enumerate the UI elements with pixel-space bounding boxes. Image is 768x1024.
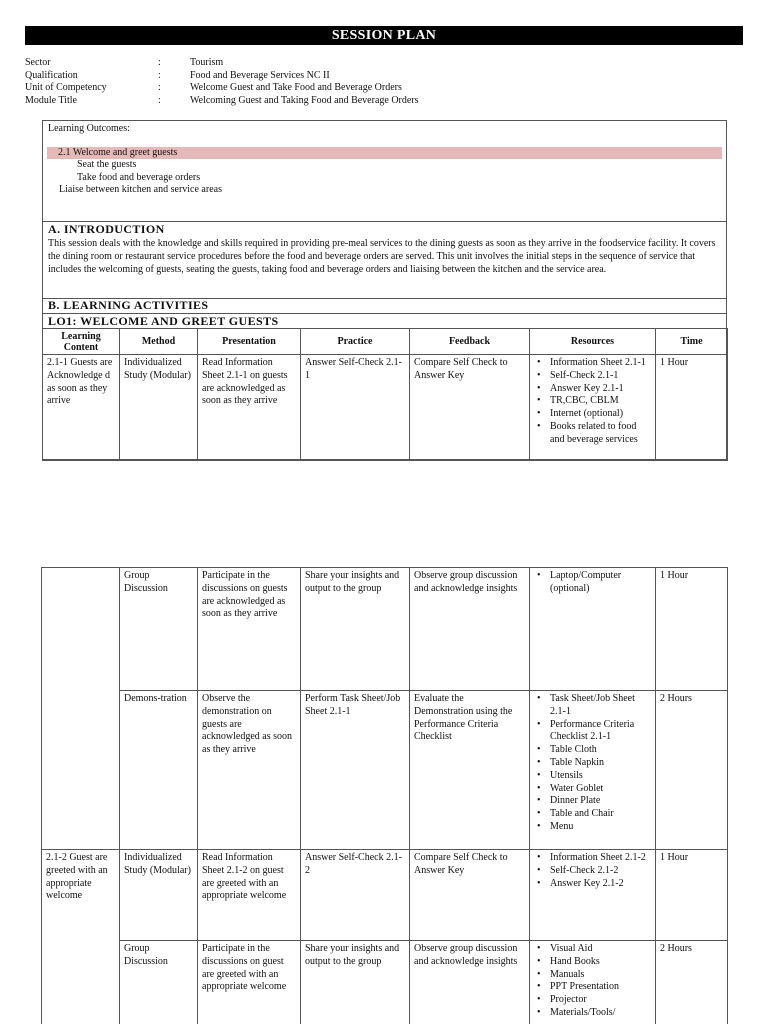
- meta-row-module: [25, 95, 743, 108]
- resource-item: • Table Cloth: [534, 744, 651, 757]
- resource-item: • Dinner Plate: [534, 795, 651, 808]
- meta-value: Tourism: [190, 57, 224, 68]
- resource-item: • Materials/Tools/: [534, 1007, 651, 1020]
- practice-cell: Share your insights and output to the group: [301, 568, 410, 691]
- time-cell: 1 Hour: [656, 355, 728, 461]
- resource-item: • Answer Key 2.1-1: [534, 383, 651, 396]
- resource-item: • Answer Key 2.1-2: [534, 878, 651, 891]
- resources-list: [534, 570, 651, 596]
- presentation-cell: Read Information Sheet 2.1-2 on guest are greeted with an appropriate welcome: [198, 850, 301, 941]
- outcome-item: Take food and beverage orders: [77, 172, 201, 183]
- resource-item: • Utensils: [534, 770, 651, 783]
- resources-list: [534, 852, 651, 890]
- resource-item: • Manuals: [534, 969, 651, 982]
- column-header: Feedback: [410, 329, 530, 355]
- learning-content-cell: 2.1-1 Guests are Acknowledge d as soon as they arrive: [43, 355, 120, 461]
- resource-item: • TR,CBC, CBLM: [534, 395, 651, 408]
- learning-content-cell: [42, 568, 120, 850]
- presentation-cell: Participate in the discussions on guest are greeted with an appropriate welcome: [198, 941, 301, 1024]
- method-cell: Individualized Study (Modular): [120, 355, 198, 461]
- method-cell: Group Discussion: [120, 568, 198, 691]
- learning-outcomes-label: Learning Outcomes:: [48, 123, 130, 134]
- table-header-row: [43, 329, 728, 355]
- learning-outcomes-box: [42, 120, 727, 460]
- resource-item: • Self-Check 2.1-1: [534, 370, 651, 383]
- time-cell: 1 Hour: [656, 850, 728, 941]
- resources-list: [534, 943, 651, 1020]
- resource-item: • Performance Criteria Checklist 2.1-1: [534, 719, 651, 745]
- column-header: Time: [656, 329, 728, 355]
- resource-item: • Visual Aid: [534, 943, 651, 956]
- introduction-heading: A. INTRODUCTION: [48, 222, 165, 236]
- outcome-item: 2.1 Welcome and greet guests: [58, 147, 178, 158]
- time-cell: 2 Hours: [656, 941, 728, 1024]
- column-header: Practice: [301, 329, 410, 355]
- meta-label: Qualification: [25, 69, 78, 81]
- learning-content-cell: 2.1-2 Guest are greeted with an appropriate welcome: [42, 850, 120, 1024]
- resource-item: • Hand Books: [534, 956, 651, 969]
- resource-item: • PPT Presentation: [534, 981, 651, 994]
- resource-item: • Menu: [534, 821, 651, 834]
- feedback-cell: Observe group discussion and acknowledge insights: [410, 568, 530, 691]
- introduction-text: This session deals with the knowledge and skills required in providing pre-meal services to the dining guests as soon as they arrive in the foodservice facility. It covers the dining room or restaurant service procedures before the food and beverage orders are served. This unit involves the initial steps in the sequence of service that includes the welcoming of guests, seating the guests, taking food and beverage orders and liaising between the kitchen and the service area.: [48, 238, 716, 275]
- column-header: Method: [120, 329, 198, 355]
- activities-table: [42, 328, 728, 461]
- meta-row-unit: [25, 82, 743, 95]
- practice-cell: Perform Task Sheet/Job Sheet 2.1-1: [301, 691, 410, 850]
- column-header: Presentation: [198, 329, 301, 355]
- table-row: [42, 568, 728, 691]
- feedback-cell: Observe group discussion and acknowledge insights: [410, 941, 530, 1024]
- lo1-heading: LO1: WELCOME AND GREET GUESTS: [48, 314, 279, 328]
- meta-colon: :: [158, 94, 161, 106]
- meta-row-sector: [25, 57, 743, 70]
- table-row: [42, 850, 728, 941]
- resource-item: • Internet (optional): [534, 408, 651, 421]
- resources-cell: [530, 568, 656, 691]
- page-title: SESSION PLAN: [25, 26, 743, 45]
- meta-colon: :: [158, 69, 161, 81]
- column-header: Resources: [530, 329, 656, 355]
- practice-cell: Answer Self-Check 2.1-1: [301, 355, 410, 461]
- resources-cell: [530, 941, 656, 1024]
- resources-cell: [530, 355, 656, 461]
- meta-label: Unit of Competency: [25, 82, 107, 93]
- presentation-cell: Read Information Sheet 2.1-1 on guests are acknowledged as soon as they arrive: [198, 355, 301, 461]
- resource-item: • Table Napkin: [534, 757, 651, 770]
- meta-value: Food and Beverage Services NC II: [190, 69, 330, 81]
- meta-value: Welcome Guest and Take Food and Beverage Orders: [190, 82, 402, 93]
- outcome-item: Liaise between kitchen and service areas: [59, 184, 222, 195]
- presentation-cell: Observe the demonstration on guests are acknowledged as soon as they arrive: [198, 691, 301, 850]
- column-header: Learning Content: [43, 329, 120, 355]
- resource-item: • Self-Check 2.1-2: [534, 865, 651, 878]
- meta-label: Sector: [25, 57, 51, 68]
- meta-label: Module Title: [25, 94, 77, 106]
- table-row: [42, 691, 728, 850]
- resources-cell: [530, 691, 656, 850]
- time-cell: 2 Hours: [656, 691, 728, 850]
- resource-item: • Water Goblet: [534, 783, 651, 796]
- time-cell: 1 Hour: [656, 568, 728, 691]
- feedback-cell: Compare Self Check to Answer Key: [410, 355, 530, 461]
- practice-cell: Share your insights and output to the group: [301, 941, 410, 1024]
- meta-value: Welcoming Guest and Taking Food and Beverage Orders: [190, 94, 419, 106]
- method-cell: Group Discussion: [120, 941, 198, 1024]
- resource-item: • Task Sheet/Job Sheet 2.1-1: [534, 693, 651, 719]
- activities-heading: B. LEARNING ACTIVITIES: [48, 298, 209, 312]
- table-row: [43, 355, 728, 461]
- session-meta: [25, 57, 743, 107]
- resources-list: [534, 357, 651, 447]
- method-cell: Individualized Study (Modular): [120, 850, 198, 941]
- presentation-cell: Participate in the discussions on guests are acknowledged as soon as they arrive: [198, 568, 301, 691]
- resource-item: • Information Sheet 2.1-1: [534, 357, 651, 370]
- resources-cell: [530, 850, 656, 941]
- resource-item: • Laptop/Computer (optional): [534, 570, 651, 596]
- resource-item: • Information Sheet 2.1-2: [534, 852, 651, 865]
- feedback-cell: Compare Self Check to Answer Key: [410, 850, 530, 941]
- meta-row-qualification: [25, 70, 743, 83]
- method-cell: Demons-tration: [120, 691, 198, 850]
- resource-item: • Books related to food and beverage services: [534, 421, 651, 447]
- resources-list: [534, 693, 651, 834]
- resource-item: • Projector: [534, 994, 651, 1007]
- meta-colon: :: [158, 57, 161, 68]
- outcome-item: Seat the guests: [77, 159, 137, 170]
- meta-colon: :: [158, 82, 161, 93]
- activities-table-continued: [41, 567, 728, 1024]
- resource-item: • Table and Chair: [534, 808, 651, 821]
- table-row: [42, 941, 728, 1024]
- feedback-cell: Evaluate the Demonstration using the Performance Criteria Checklist: [410, 691, 530, 850]
- practice-cell: Answer Self-Check 2.1-2: [301, 850, 410, 941]
